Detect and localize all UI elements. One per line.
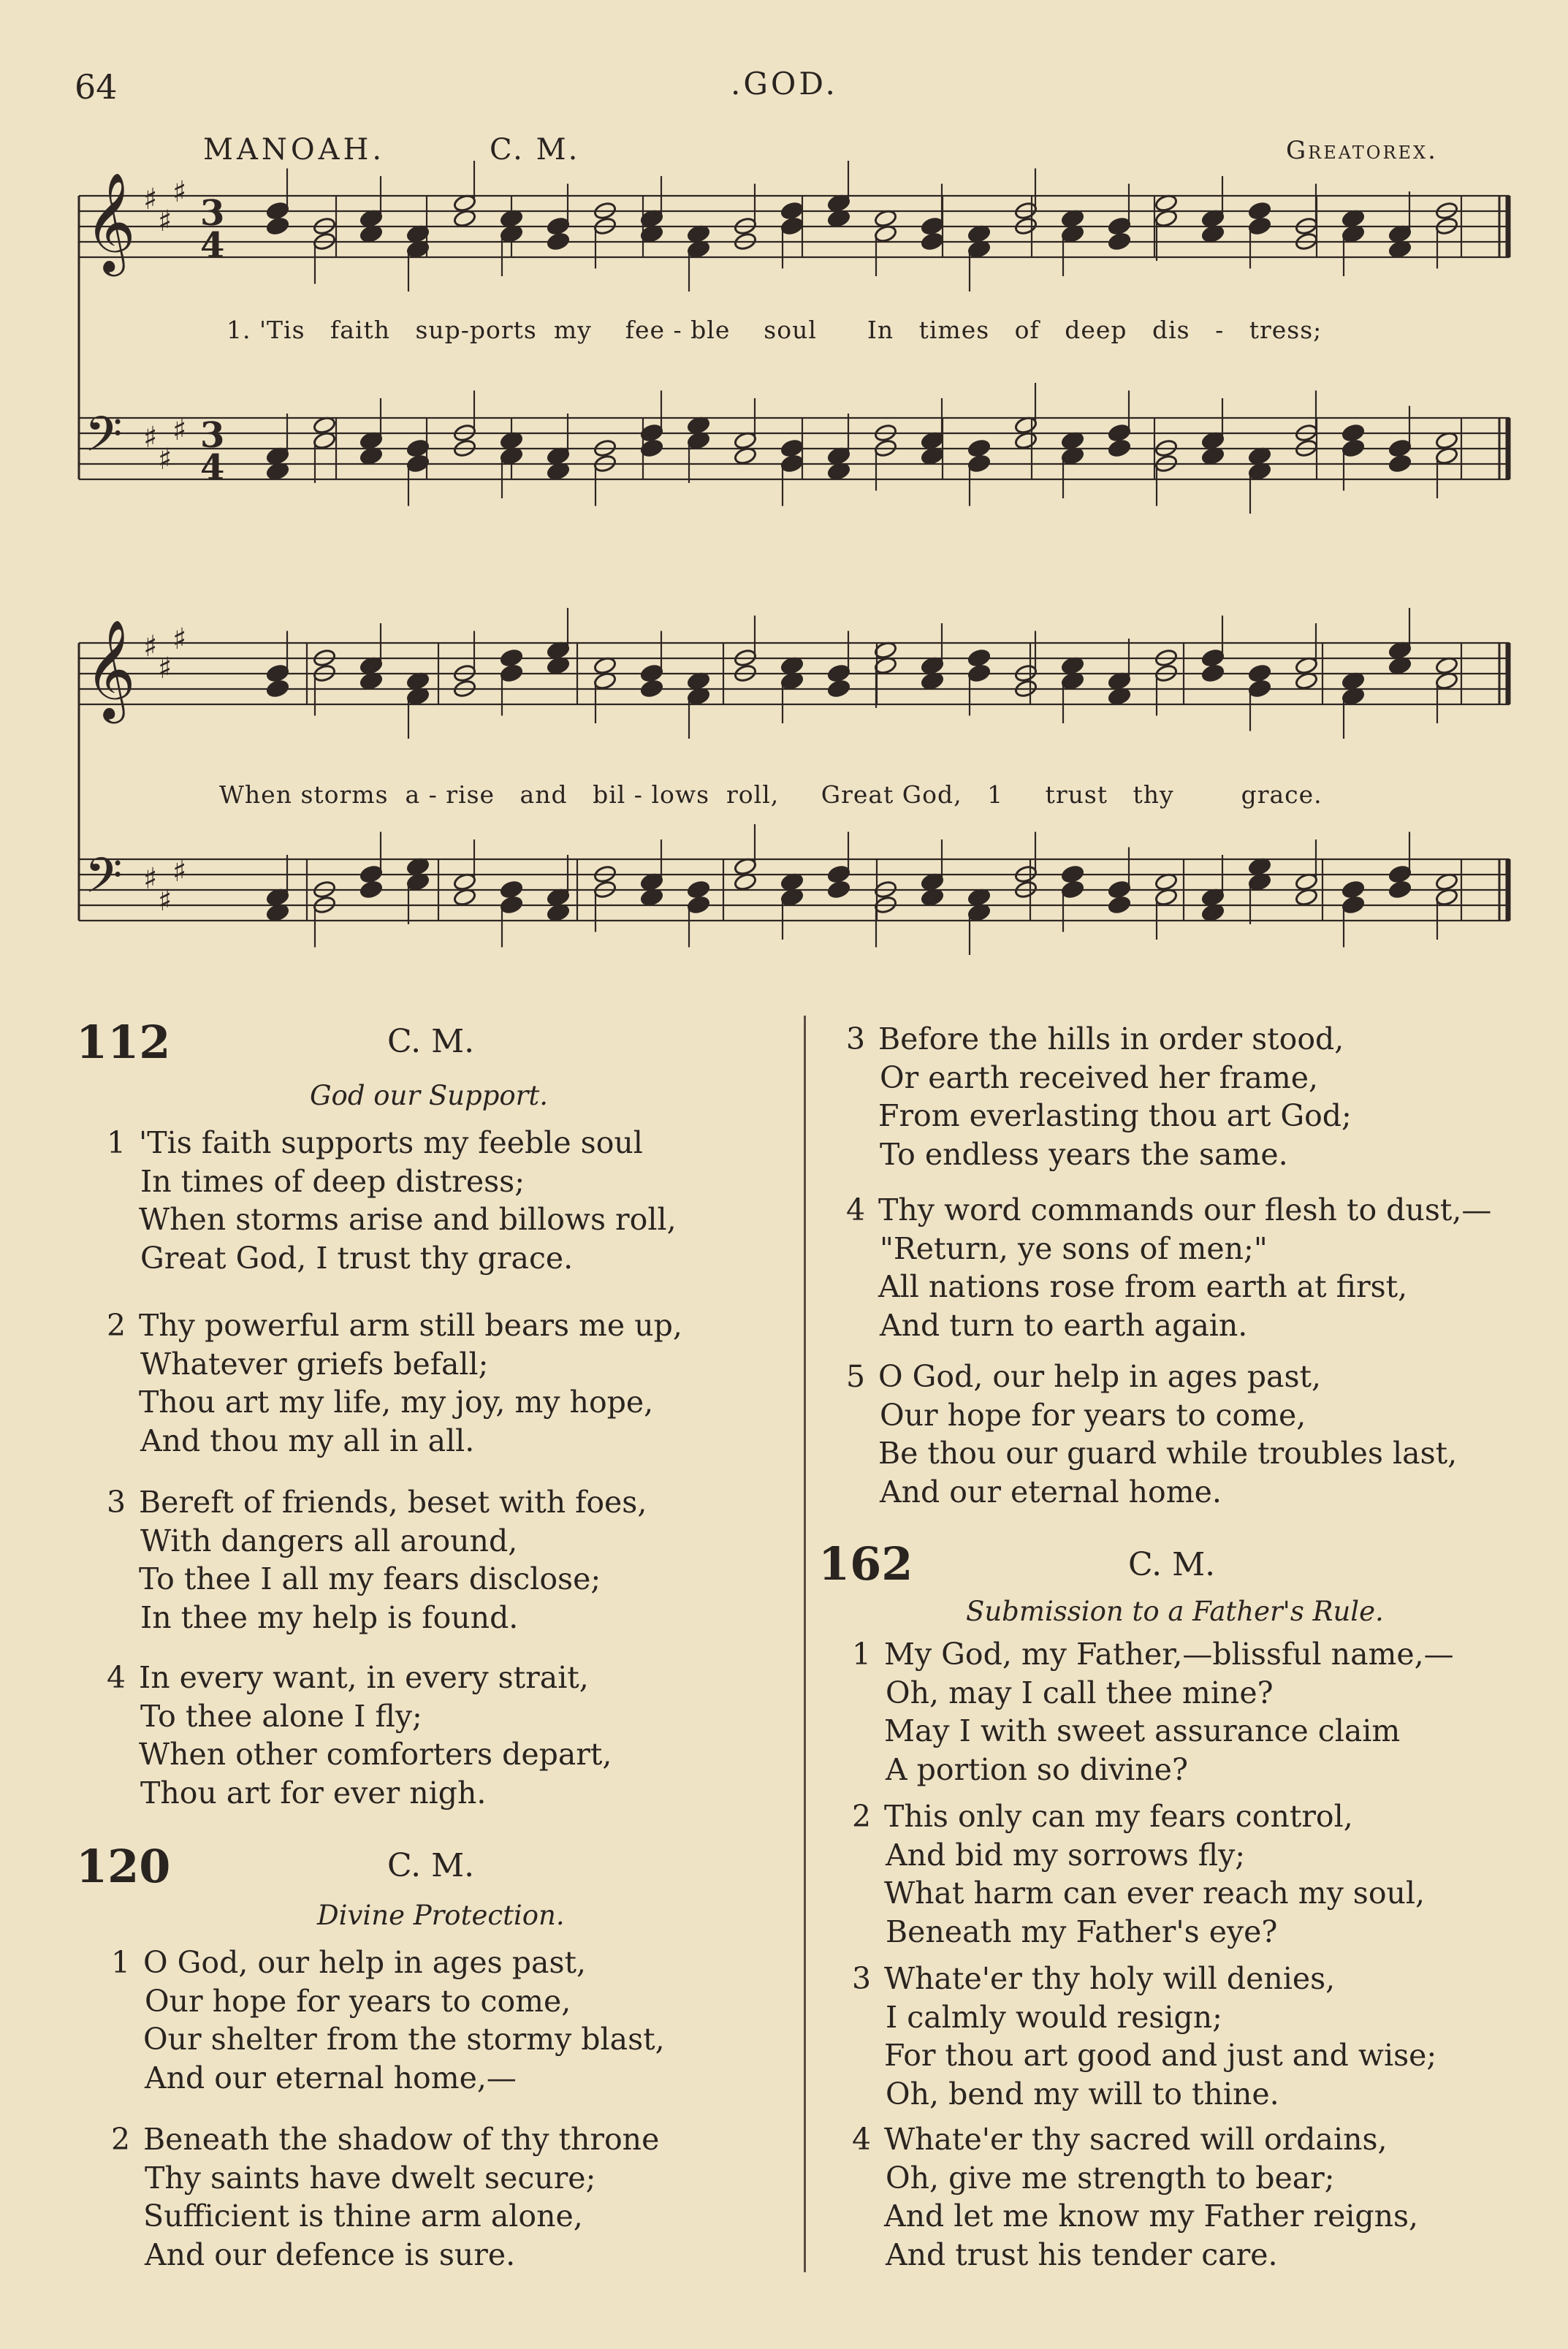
verse-line: And thou my all in all. — [140, 1423, 475, 1458]
bass-clef-icon: 𝄢 — [85, 848, 123, 915]
verse-line: Oh, bend my will to thine. — [886, 2076, 1279, 2112]
stanza — [846, 1020, 1352, 1173]
lyrics-line-1: 1. 'Tis faith sup-ports my fee - ble soul In times of deep dis - tress; — [227, 316, 1322, 344]
hymn-title: God our Support. — [310, 1080, 548, 1111]
verse-line: And our defence is sure. — [145, 2236, 516, 2272]
time-signature-top: 3 — [200, 415, 225, 456]
verse-number: 1 — [852, 1637, 872, 1672]
verse-line: O God, our help in ages past, — [143, 1945, 586, 1980]
note-head — [1248, 216, 1271, 235]
verse-line: With dangers all around, — [140, 1523, 518, 1558]
treble-clef-icon: 𝄞 — [85, 618, 136, 719]
note-head — [1201, 648, 1225, 667]
sharp-icon: ♯ — [143, 183, 158, 216]
hymn-title: Submission to a Father's Rule. — [966, 1596, 1384, 1627]
verse-line: For thou art good and just and wise; — [884, 2038, 1437, 2073]
verse-line: A portion so divine? — [886, 1751, 1188, 1787]
stanza — [846, 1191, 1491, 1344]
verse-number: 2 — [107, 1308, 126, 1343]
note-head — [1061, 864, 1084, 883]
note-head — [500, 895, 523, 914]
verse-line: In every want, in every strait, — [139, 1660, 589, 1695]
note-head — [967, 454, 991, 473]
verse-line: Or earth received her frame, — [880, 1059, 1319, 1095]
note-head — [266, 679, 289, 698]
verse-line: Thy word commands our flesh to dust,— — [878, 1192, 1492, 1227]
note-head — [500, 648, 523, 667]
page-number: 64 — [75, 67, 118, 107]
sharp-icon: ♯ — [143, 630, 158, 663]
note-head — [1341, 895, 1365, 914]
note-head — [266, 663, 289, 682]
verse-line: Beneath the shadow of thy throne — [143, 2122, 660, 2157]
verse-number: 5 — [846, 1359, 866, 1394]
verse-line: And our eternal home,— — [145, 2060, 517, 2095]
verse-line: Before the hills in order stood, — [878, 1021, 1344, 1057]
verse-number: 1 — [107, 1125, 126, 1160]
note-head — [1061, 880, 1084, 899]
note-head — [967, 663, 991, 682]
treble-clef-icon: 𝄞 — [85, 171, 136, 272]
verse-line: Oh, give me strength to bear; — [886, 2160, 1335, 2196]
note-head — [1341, 423, 1365, 442]
sharp-icon: ♯ — [143, 862, 158, 896]
note-head — [640, 679, 663, 698]
verse-line: And trust his tender care. — [886, 2236, 1278, 2272]
note-head — [1108, 423, 1131, 442]
sharp-icon: ♯ — [143, 421, 158, 454]
verse-line: To thee alone I fly; — [140, 1698, 422, 1734]
note-head — [1388, 438, 1412, 457]
tune-composer: Greatorex. — [1286, 136, 1438, 165]
stanza — [846, 1358, 1457, 1511]
verse-line: When storms arise and billows roll, — [139, 1202, 677, 1237]
note-head — [687, 895, 710, 914]
sharp-icon: ♯ — [158, 443, 172, 476]
verse-line: Thou art my life, my joy, my hope, — [139, 1385, 654, 1420]
verse-line: Great God, I trust thy grace. — [140, 1240, 574, 1276]
verse-number: 3 — [852, 1961, 872, 1996]
verse-line: Our hope for years to come, — [145, 1983, 571, 2019]
verse-number: 1 — [111, 1945, 131, 1980]
verse-line: May I with sweet assurance claim — [884, 1713, 1401, 1748]
stanza — [852, 1960, 1436, 2113]
note-head — [1108, 232, 1131, 251]
note-head — [921, 216, 944, 235]
verse-line: From everlasting thou art God; — [878, 1098, 1352, 1133]
verse-line: O God, our help in ages past, — [878, 1359, 1321, 1394]
note-head — [1108, 880, 1131, 899]
note-head — [780, 438, 804, 457]
note-head — [1108, 216, 1131, 235]
tune-name: MANOAH. — [203, 133, 386, 167]
verse-line: Beneath my Father's eye? — [886, 1914, 1278, 1949]
note-head — [780, 454, 804, 473]
verse-number: 4 — [107, 1660, 126, 1695]
tune-meter: C. M. — [490, 133, 580, 167]
verse-line: Thou art for ever nigh. — [140, 1775, 487, 1811]
verse-line: And turn to earth again. — [880, 1307, 1248, 1343]
note-head — [500, 880, 523, 899]
verse-number: 2 — [852, 1799, 872, 1834]
music-score — [0, 0, 1568, 994]
stanza — [111, 1943, 665, 2097]
stanza — [852, 1635, 1454, 1789]
note-head — [780, 201, 804, 220]
verse-line: In thee my help is found. — [140, 1599, 519, 1635]
verse-line: "Return, ye sons of men;" — [880, 1230, 1268, 1266]
note-head — [1248, 679, 1271, 698]
note-head — [827, 864, 850, 883]
hymn-meter: C. M. — [1128, 1546, 1216, 1583]
sharp-icon: ♯ — [172, 855, 187, 888]
sharp-icon: ♯ — [158, 652, 172, 685]
stanza — [107, 1124, 677, 1277]
verse-line: Whate'er thy holy will denies, — [884, 1961, 1336, 1996]
note-head — [547, 216, 570, 235]
sharp-icon: ♯ — [158, 884, 172, 918]
verse-line: When other comforters depart, — [139, 1737, 612, 1772]
note-head — [1248, 663, 1271, 682]
stanza — [852, 2120, 1418, 2274]
hymn-number: 120 — [76, 1840, 171, 1893]
verse-line: Our hope for years to come, — [880, 1397, 1306, 1433]
note-head — [921, 232, 944, 251]
verse-line: My God, my Father,—blissful name,— — [884, 1637, 1454, 1672]
note-head — [1108, 895, 1131, 914]
verse-line: Thy saints have dwelt secure; — [145, 2160, 596, 2196]
verse-line: To endless years the same. — [880, 1136, 1288, 1172]
note-head — [266, 201, 289, 220]
note-head — [827, 679, 850, 698]
note-head — [827, 663, 850, 682]
stanza — [107, 1659, 612, 1812]
hymn-meter: C. M. — [387, 1847, 475, 1884]
verse-line: And let me know my Father reigns, — [884, 2198, 1419, 2234]
note-head — [359, 880, 383, 899]
running-head: .GOD. — [731, 66, 838, 102]
note-head — [640, 663, 663, 682]
verse-line: And our eternal home. — [880, 1474, 1222, 1509]
verse-number: 4 — [846, 1192, 866, 1227]
verse-number: 4 — [852, 2122, 872, 2157]
verse-line: What harm can ever reach my soul, — [884, 1876, 1426, 1911]
time-signature-top: 3 — [200, 193, 225, 234]
note-head — [547, 232, 570, 251]
note-head — [827, 880, 850, 899]
hymn-number: 112 — [76, 1016, 171, 1069]
note-head — [1201, 663, 1225, 682]
note-head — [1388, 454, 1412, 473]
lyrics-line-2: When storms a - rise and bil - lows roll, Great God, 1 trust thy grace. — [219, 780, 1322, 809]
note-head — [687, 880, 710, 899]
verse-line: Be thou our guard while troubles last, — [878, 1436, 1458, 1471]
column-divider — [804, 1016, 806, 2272]
verse-number: 2 — [111, 2122, 131, 2157]
hymn-title: Divine Protection. — [317, 1900, 565, 1931]
verse-line: Bereft of friends, beset with foes, — [139, 1485, 647, 1520]
time-signature-bottom: 4 — [200, 225, 225, 266]
verse-number: 3 — [107, 1485, 126, 1520]
note-head — [1108, 438, 1131, 457]
time-signature-bottom: 4 — [200, 447, 225, 488]
note-head — [780, 216, 804, 235]
note-head — [359, 864, 383, 883]
verse-line: Whate'er thy sacred will ordains, — [884, 2122, 1388, 2157]
verse-line: Thy powerful arm still bears me up, — [139, 1308, 682, 1343]
note-head — [967, 648, 991, 667]
note-head — [1388, 864, 1412, 883]
verse-line: 'Tis faith supports my feeble soul — [139, 1125, 643, 1160]
note-head — [967, 438, 991, 457]
verse-line: Sufficient is thine arm alone, — [143, 2198, 583, 2234]
sharp-icon: ♯ — [158, 205, 172, 238]
stanza — [107, 1483, 647, 1637]
stanza — [111, 2120, 659, 2274]
note-head — [1341, 880, 1365, 899]
verse-line: Whatever griefs befall; — [140, 1346, 489, 1382]
verse-line: All nations rose from earth at first, — [878, 1269, 1408, 1304]
verse-line: And bid my sorrows fly; — [886, 1837, 1246, 1873]
sharp-icon: ♯ — [172, 623, 187, 656]
verse-line: This only can my fears control, — [884, 1799, 1353, 1834]
stanza — [107, 1306, 682, 1460]
note-head — [1248, 201, 1271, 220]
hymn-number: 162 — [818, 1537, 913, 1591]
verse-number: 3 — [846, 1021, 866, 1057]
note-head — [1341, 438, 1365, 457]
verse-line: To thee I all my fears disclose; — [139, 1561, 601, 1596]
stanza — [852, 1797, 1425, 1951]
verse-line: Oh, may I call thee mine? — [886, 1675, 1274, 1710]
verse-line: Our shelter from the stormy blast, — [143, 2022, 665, 2057]
sharp-icon: ♯ — [172, 414, 187, 447]
sharp-icon: ♯ — [172, 175, 187, 209]
verse-line: I calmly would resign; — [886, 1999, 1222, 2035]
note-head — [1388, 880, 1412, 899]
verse-line: In times of deep distress; — [140, 1163, 525, 1199]
hymn-meter: C. M. — [387, 1023, 475, 1060]
bass-clef-icon: 𝄢 — [85, 406, 123, 474]
note-head — [266, 216, 289, 235]
note-head — [500, 663, 523, 682]
